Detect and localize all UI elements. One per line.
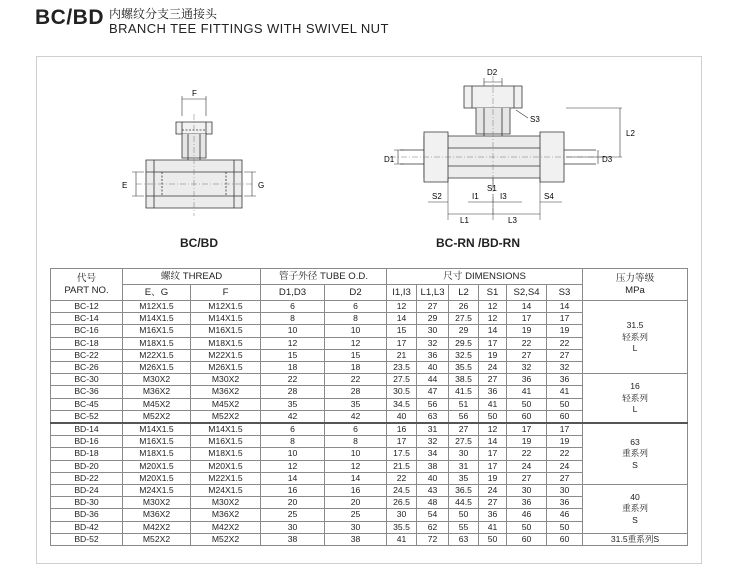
table-cell: 38.5 <box>449 374 479 386</box>
table-cell: M36X2 <box>123 386 191 398</box>
label-l2: L2 <box>626 129 635 138</box>
table-cell: M20X1.5 <box>123 460 191 472</box>
table-cell: M30X2 <box>191 497 261 509</box>
table-cell: 60 <box>507 410 547 423</box>
label-i1: I1 <box>472 192 479 201</box>
header-tube: 管子外径 TUBE O.D. <box>261 269 387 285</box>
table-cell: 32 <box>507 362 547 374</box>
table-cell: M36X2 <box>191 509 261 521</box>
table-row <box>51 485 688 497</box>
table-cell: 51 <box>449 398 479 410</box>
table-cell: 44.5 <box>449 497 479 509</box>
section-code: BC/BD <box>35 6 104 29</box>
table-cell: BD-22 <box>51 472 123 484</box>
table-cell: 14 <box>261 472 325 484</box>
table-cell: 50 <box>479 410 507 423</box>
table-cell: BC-18 <box>51 337 123 349</box>
label-s4: S4 <box>544 192 554 201</box>
table-cell: 60 <box>547 410 583 423</box>
table-cell: 46 <box>507 509 547 521</box>
pressure-line: 重系列 <box>622 503 648 514</box>
table-cell: 17 <box>479 337 507 349</box>
table-cell: 35.5 <box>387 521 417 533</box>
table-cell: 29.5 <box>449 337 479 349</box>
pressure-line: L <box>632 403 638 414</box>
header-pressure-unit: MPa <box>625 284 645 296</box>
header-l1l3: L1,L3 <box>417 285 449 301</box>
table-cell: BD-18 <box>51 448 123 460</box>
table-cell: M20X1.5 <box>191 460 261 472</box>
table-cell: 15 <box>325 349 387 361</box>
table-cell: M18X1.5 <box>123 448 191 460</box>
table-cell: BD-14 <box>51 423 123 436</box>
table-cell: 63 <box>449 533 479 545</box>
header-s3: S3 <box>547 285 583 301</box>
table-cell: 29 <box>449 325 479 337</box>
header-f: F <box>191 285 261 301</box>
table-cell: 22 <box>507 337 547 349</box>
table-cell: 60 <box>547 533 583 545</box>
table-cell: BD-30 <box>51 497 123 509</box>
table-cell: 32 <box>547 362 583 374</box>
label-g: G <box>258 181 265 190</box>
table-cell: 22 <box>547 448 583 460</box>
table-cell: M12X1.5 <box>191 301 261 313</box>
table-cell: 34 <box>417 448 449 460</box>
header-pressure <box>583 269 688 301</box>
table-cell: 17 <box>547 313 583 325</box>
table-cell: 16 <box>387 423 417 436</box>
table-cell: 19 <box>547 436 583 448</box>
table-cell: 26.5 <box>387 497 417 509</box>
header-part-cn: 代号 <box>76 273 97 285</box>
header-part-en: PART NO. <box>64 284 109 296</box>
table-cell: BD-24 <box>51 485 123 497</box>
table-cell: BC-30 <box>51 374 123 386</box>
table-cell: 16 <box>325 485 387 497</box>
table-cell: 20 <box>325 497 387 509</box>
table-cell: 47 <box>417 386 449 398</box>
table-cell: 36.5 <box>449 485 479 497</box>
table-cell: 19 <box>507 436 547 448</box>
table-cell: 50 <box>479 533 507 545</box>
table-cell: 27.5 <box>387 374 417 386</box>
table-cell: 36 <box>417 349 449 361</box>
table-cell: M45X2 <box>123 398 191 410</box>
table-cell: 27 <box>507 472 547 484</box>
table-cell: 42 <box>261 410 325 423</box>
table-cell: 56 <box>417 398 449 410</box>
table-cell: M52X2 <box>191 533 261 545</box>
table-cell: 14 <box>387 313 417 325</box>
pressure-group-cell <box>583 374 688 423</box>
table-cell: BD-16 <box>51 436 123 448</box>
table-cell: 50 <box>507 398 547 410</box>
table-cell: M36X2 <box>123 509 191 521</box>
table-cell: 23.5 <box>387 362 417 374</box>
table-cell: 14 <box>547 301 583 313</box>
table-cell: 50 <box>449 509 479 521</box>
table-cell: 25 <box>325 509 387 521</box>
table-cell: M18X1.5 <box>191 337 261 349</box>
section-title-en: BRANCH TEE FITTINGS WITH SWIVEL NUT <box>109 21 389 36</box>
table-cell: M42X2 <box>191 521 261 533</box>
table-cell: 31 <box>449 460 479 472</box>
table-cell: M24X1.5 <box>191 485 261 497</box>
table-cell: M36X2 <box>191 386 261 398</box>
label-d2: D2 <box>487 68 498 77</box>
pressure-line: S <box>632 514 638 525</box>
pressure-line: 16 <box>630 381 640 392</box>
table-cell: 32 <box>417 337 449 349</box>
table-cell: 10 <box>261 448 325 460</box>
table-cell: M52X2 <box>123 410 191 423</box>
table-cell: M20X1.5 <box>123 472 191 484</box>
table-cell: 18 <box>261 362 325 374</box>
table-cell: 17 <box>507 423 547 436</box>
table-cell: 32 <box>417 436 449 448</box>
header-dims: 尺寸 DIMENSIONS <box>387 269 583 285</box>
table-cell: 12 <box>261 460 325 472</box>
table-cell: M30X2 <box>123 497 191 509</box>
table-cell: 35.5 <box>449 362 479 374</box>
table-cell: M14X1.5 <box>191 423 261 436</box>
table-cell: 14 <box>479 436 507 448</box>
table-cell: 17 <box>387 436 417 448</box>
table-cell: 27 <box>417 301 449 313</box>
table-cell: BC-16 <box>51 325 123 337</box>
table-cell: 22 <box>387 472 417 484</box>
table-row <box>51 301 688 313</box>
table-cell: 30 <box>417 325 449 337</box>
table-cell: 10 <box>325 448 387 460</box>
pressure-group-cell <box>583 485 688 534</box>
table-cell: 72 <box>417 533 449 545</box>
pressure-line: 40 <box>630 492 640 503</box>
header-i1i3: I1,I3 <box>387 285 417 301</box>
table-cell: 35 <box>261 398 325 410</box>
table-cell: 62 <box>417 521 449 533</box>
table-body <box>51 301 688 546</box>
table-cell: 27.5 <box>449 436 479 448</box>
table-cell: BC-45 <box>51 398 123 410</box>
table-cell: 12 <box>479 301 507 313</box>
table-cell: 22 <box>261 374 325 386</box>
table-cell: 30.5 <box>387 386 417 398</box>
table-cell: 36 <box>507 374 547 386</box>
table-cell: 40 <box>417 362 449 374</box>
pressure-line: 31.5 <box>626 320 644 331</box>
table-cell: 36 <box>507 497 547 509</box>
table-cell: 21 <box>387 349 417 361</box>
table-cell: 24 <box>507 460 547 472</box>
table-cell: 8 <box>325 313 387 325</box>
table-cell: M14X1.5 <box>191 313 261 325</box>
table-cell: 36 <box>479 509 507 521</box>
table-cell: 12 <box>325 337 387 349</box>
table-cell: 56 <box>449 410 479 423</box>
label-s2: S2 <box>432 192 442 201</box>
header-s1: S1 <box>479 285 507 301</box>
table-row <box>51 423 688 436</box>
table-cell: M52X2 <box>123 533 191 545</box>
table-cell: 41 <box>479 521 507 533</box>
table-cell: BC-12 <box>51 301 123 313</box>
table-cell: 43 <box>417 485 449 497</box>
header-part-no <box>51 269 123 301</box>
table-cell: BC-14 <box>51 313 123 325</box>
table-cell: 41 <box>387 533 417 545</box>
table-cell: 29 <box>417 313 449 325</box>
technical-drawings <box>36 56 702 266</box>
table-cell: M14X1.5 <box>123 423 191 436</box>
table-cell: M26X1.5 <box>123 362 191 374</box>
pressure-line: 63 <box>630 437 640 448</box>
table-cell: 36 <box>547 497 583 509</box>
table-cell: 12 <box>261 337 325 349</box>
table-cell: 31 <box>417 423 449 436</box>
table-cell: 6 <box>261 301 325 313</box>
table-cell: 41 <box>479 398 507 410</box>
table-cell: 38 <box>325 533 387 545</box>
table-cell: M12X1.5 <box>123 301 191 313</box>
table-cell: 28 <box>261 386 325 398</box>
table-cell: M16X1.5 <box>191 436 261 448</box>
table-cell: M26X1.5 <box>191 362 261 374</box>
table-cell: 15 <box>387 325 417 337</box>
drawing-caption-bc-rn: BC-RN /BD-RN <box>436 236 520 250</box>
table-cell: 60 <box>507 533 547 545</box>
table-cell: 36 <box>479 386 507 398</box>
pressure-line: L <box>632 342 638 353</box>
label-s1: S1 <box>487 184 497 193</box>
table-cell: 38 <box>261 533 325 545</box>
table-cell: M30X2 <box>191 374 261 386</box>
label-i3: I3 <box>500 192 507 201</box>
table-cell: M24X1.5 <box>123 485 191 497</box>
table-cell: 26 <box>449 301 479 313</box>
pressure-line: 轻系列 <box>622 331 648 342</box>
header-s2s4: S2,S4 <box>507 285 547 301</box>
table-cell: 27 <box>449 423 479 436</box>
table-cell: M52X2 <box>191 410 261 423</box>
table-cell: M45X2 <box>191 398 261 410</box>
table-cell: 50 <box>547 521 583 533</box>
table-cell: 16 <box>261 485 325 497</box>
table-cell: M16X1.5 <box>123 436 191 448</box>
table-cell: 17 <box>479 448 507 460</box>
table-cell: BD-20 <box>51 460 123 472</box>
table-cell: 27.5 <box>449 313 479 325</box>
header-pressure-cn: 压力等级 <box>615 273 655 285</box>
table-cell: M16X1.5 <box>123 325 191 337</box>
header-thread: 螺纹 THREAD <box>123 269 261 285</box>
table-cell: 27 <box>479 497 507 509</box>
table-cell: 14 <box>507 301 547 313</box>
table-cell: 24 <box>479 362 507 374</box>
table-cell: 22 <box>507 448 547 460</box>
table-cell: M16X1.5 <box>191 325 261 337</box>
table-cell: 24 <box>547 460 583 472</box>
table-cell: 30 <box>325 521 387 533</box>
table-cell: 17 <box>507 313 547 325</box>
table-cell: M18X1.5 <box>191 448 261 460</box>
table-cell: 40 <box>417 472 449 484</box>
table-cell: 19 <box>479 349 507 361</box>
label-l3: L3 <box>508 216 517 225</box>
table-cell: 18 <box>325 362 387 374</box>
table-cell: 12 <box>479 423 507 436</box>
table-cell: M18X1.5 <box>123 337 191 349</box>
table-cell: 38 <box>417 460 449 472</box>
table-cell: 44 <box>417 374 449 386</box>
label-d3: D3 <box>602 155 613 164</box>
table-cell: 12 <box>479 313 507 325</box>
table-cell: 25 <box>261 509 325 521</box>
table-cell: 8 <box>325 436 387 448</box>
table-cell: 14 <box>325 472 387 484</box>
pressure-line: S <box>632 459 638 470</box>
specification-table <box>50 268 688 546</box>
table-cell: BC-36 <box>51 386 123 398</box>
table-cell: BC-26 <box>51 362 123 374</box>
table-cell: 19 <box>507 325 547 337</box>
table-cell: 63 <box>417 410 449 423</box>
header-d2: D2 <box>325 285 387 301</box>
table-cell: 27 <box>479 374 507 386</box>
table-cell: 6 <box>325 423 387 436</box>
pressure-group-cell <box>583 301 688 374</box>
table-cell: M42X2 <box>123 521 191 533</box>
table-cell: 12 <box>325 460 387 472</box>
table-cell: BD-52 <box>51 533 123 545</box>
table-cell: 41.5 <box>449 386 479 398</box>
pressure-line: 轻系列 <box>622 392 648 403</box>
table-row <box>51 533 688 545</box>
table-cell: 17 <box>387 337 417 349</box>
table-cell: 48 <box>417 497 449 509</box>
table-cell: 55 <box>449 521 479 533</box>
table-cell: 30 <box>387 509 417 521</box>
table-cell: BD-42 <box>51 521 123 533</box>
table-cell: 6 <box>261 423 325 436</box>
table-cell: 8 <box>261 436 325 448</box>
label-l1: L1 <box>460 216 469 225</box>
header-e-g: E、G <box>123 285 191 301</box>
table-cell: M22X1.5 <box>191 349 261 361</box>
table-cell: BC-22 <box>51 349 123 361</box>
table-cell: 30 <box>261 521 325 533</box>
table-cell: 42 <box>325 410 387 423</box>
table-cell: 17 <box>547 423 583 436</box>
header-l2: L2 <box>449 285 479 301</box>
table-cell: 50 <box>547 398 583 410</box>
table-cell: 21.5 <box>387 460 417 472</box>
table-cell: 27 <box>547 349 583 361</box>
table-cell: M14X1.5 <box>123 313 191 325</box>
table-cell: 27 <box>507 349 547 361</box>
bc-bd-drawing <box>132 96 256 216</box>
table-cell: 24 <box>479 485 507 497</box>
table-cell: 10 <box>261 325 325 337</box>
table-cell: BC-52 <box>51 410 123 423</box>
table-cell: 30 <box>507 485 547 497</box>
table-cell: M30X2 <box>123 374 191 386</box>
table-cell: BD-36 <box>51 509 123 521</box>
pressure-group-cell <box>583 423 688 485</box>
label-f: F <box>192 89 197 98</box>
table-cell: 22 <box>325 374 387 386</box>
table-cell: 8 <box>261 313 325 325</box>
table-cell: 34.5 <box>387 398 417 410</box>
table-cell: 17.5 <box>387 448 417 460</box>
table-cell: 50 <box>507 521 547 533</box>
pressure-line: 重系列 <box>622 448 648 459</box>
table-cell: 15 <box>261 349 325 361</box>
table-cell: 12 <box>387 301 417 313</box>
label-e: E <box>122 181 128 190</box>
table-cell: 54 <box>417 509 449 521</box>
table-cell: 19 <box>479 472 507 484</box>
label-s3: S3 <box>530 115 540 124</box>
table-cell: 32.5 <box>449 349 479 361</box>
table-cell: 36 <box>547 374 583 386</box>
table-cell: 41 <box>507 386 547 398</box>
pressure-line: 31.5重系列S <box>610 533 660 544</box>
header-d1d3: D1,D3 <box>261 285 325 301</box>
table-cell: M22X1.5 <box>191 472 261 484</box>
table-cell: 6 <box>325 301 387 313</box>
table-cell: 10 <box>325 325 387 337</box>
table-cell: 46 <box>547 509 583 521</box>
table-cell: 41 <box>547 386 583 398</box>
section-title-cn: 内螺纹分支三通接头 <box>109 7 218 21</box>
table-cell: 35 <box>449 472 479 484</box>
table-cell: 30 <box>547 485 583 497</box>
table-cell: 20 <box>261 497 325 509</box>
table-row <box>51 374 688 386</box>
pressure-group-cell <box>583 533 688 545</box>
table-cell: 14 <box>479 325 507 337</box>
table-cell: 22 <box>547 337 583 349</box>
table-cell: M22X1.5 <box>123 349 191 361</box>
label-d1: D1 <box>384 155 395 164</box>
table-cell: 40 <box>387 410 417 423</box>
table-cell: 28 <box>325 386 387 398</box>
table-cell: 24.5 <box>387 485 417 497</box>
table-cell: 30 <box>449 448 479 460</box>
drawing-caption-bc-bd: BC/BD <box>180 236 218 250</box>
table-cell: 19 <box>547 325 583 337</box>
table-cell: 27 <box>547 472 583 484</box>
table-cell: 35 <box>325 398 387 410</box>
table-cell: 17 <box>479 460 507 472</box>
